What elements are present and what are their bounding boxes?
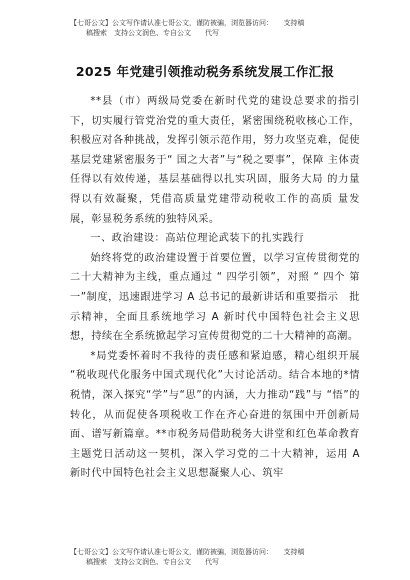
page-footer <box>70 547 370 567</box>
footer-line-2: 稿搜索 支持公文润色、专自公文 代写 <box>86 558 219 566</box>
document-title: 2025 年党建引领推动税务系统发展工作汇报 <box>75 64 335 79</box>
paragraph-intro: **县（市）两级局党委在新时代党的建设总要求的指引下，切实履行管党治党的重大责任，紧密围绕税收核心工作，积极应对各种挑战，发挥引领示范作用，努力攻坚克难，促使基层党建紧密服务于“ 国之大者”与“税之要事”，保障 主体责任得以有效传递，基层基础得以扎实巩固，服务大局 的力量得以有效凝聚，凭借高质量党建带动税收工作的高质 量发展，彰显税务系统的独特风采。 <box>70 96 360 225</box>
header-line-1: 【七哥公文】公文写作请认准七哥公文，谨防被骗，浏览器访问： 支持稿 <box>70 19 305 27</box>
paragraph-1: 始终将党的政治建设置于首要位置，以学习宣传贯彻党的二十大精神为主线，重点通过 “ 四学引领”，对照 “ 四个 第一”制度，迅速跟进学习 A 总书记的最新讲话和重要指示 批示精神，全面且系统地学习 A 新时代中国特色社会主义思 想，持续在全系统掀起学习宣传贯彻党的二十大精神的高潮。 <box>70 252 371 343</box>
page-header <box>70 18 370 38</box>
section-heading-1: 一、政治建设：高站位理论武装下的扎实践行 <box>90 233 305 245</box>
footer-line-1: 【七哥公文】公文写作请认准七哥公文，谨防被骗，浏览器访问： 支持稿 <box>70 548 305 556</box>
document-body <box>70 92 371 484</box>
header-line-2: 稿搜索 支持公文润色、专自公文 代写 <box>86 29 219 37</box>
paragraph-2: *局党委怀着时不我待的责任感和紧迫感，精心组织开展 “税收现代化服务中国式现代化”大讨论活动。结合本地的*情税情，深入探究“学”与“思”的内涵，大力推动“践”与 “悟”的转化，从而促使各项税收工作在齐心奋进的氛围中开创新局面、谱写新篇章。**市税务局借助税务大讲堂和红色革命教育主题党日活动这一契机，深入学习党的二十大精神，运用 A 新时代中国特色社会主义思想凝聚人心、筑牢 <box>70 350 360 480</box>
